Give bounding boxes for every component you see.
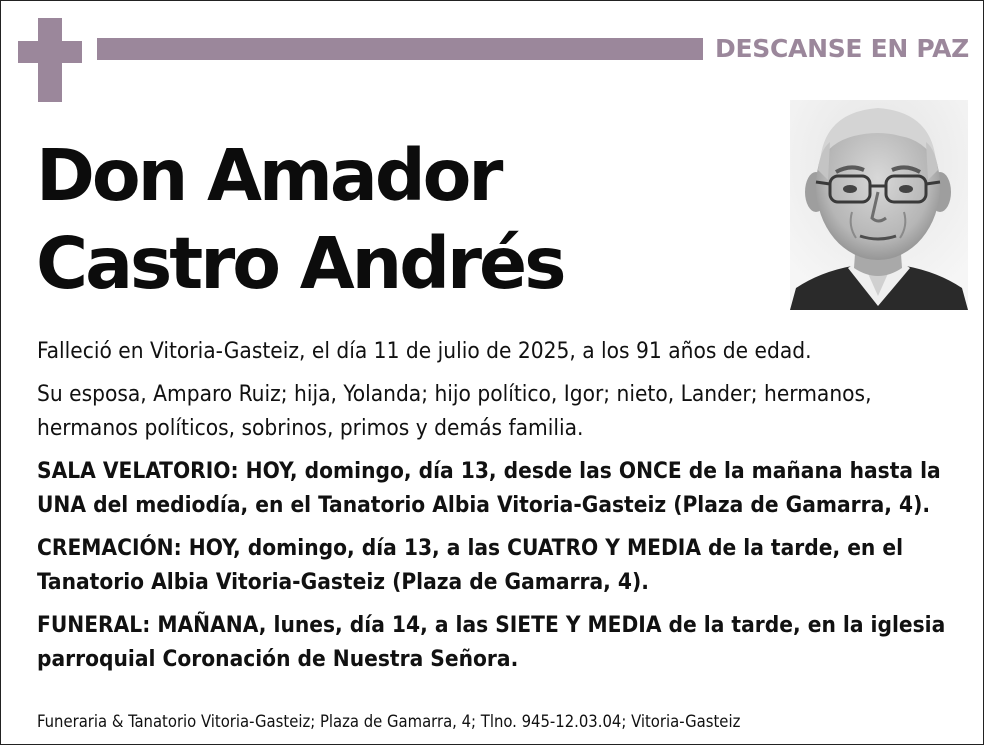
family-text: Su esposa, Amparo Ruiz; hija, Yolanda; hijo político, Igor; nieto, Lander; hermanos, hermanos políticos, sobrinos, primos y demás familia.	[37, 381, 872, 441]
death-notice-text: Falleció en Vitoria-Gasteiz, el día 11 de julio de 2025, a los 91 años de edad.	[37, 338, 812, 364]
wake-text: SALA VELATORIO: HOY, domingo, día 13, desde las ONCE de la mañana hasta la UNA del mediodía, en el Tanatorio Albia Vitoria-Gasteiz (Plaza de Gamarra, 4).	[37, 458, 941, 518]
cremation-text: CREMACIÓN: HOY, domingo, día 13, a las CUATRO Y MEDIA de la tarde, en el Tanatorio Albia Vitoria-Gasteiz (Plaza de Gamarra, 4).	[37, 535, 904, 595]
notice-body	[37, 334, 955, 685]
funeral-home-footer: Funeraria & Tanatorio Vitoria-Gasteiz; Plaza de Gamarra, 4; Tlno. 945-12.03.04; Vitoria-Gasteiz	[37, 712, 741, 731]
funeral-text: FUNERAL: MAÑANA, lunes, día 14, a las SIETE Y MEDIA de la tarde, en la iglesia parroquial Coronación de Nuestra Señora.	[37, 612, 946, 672]
deceased-name	[36, 132, 563, 308]
deceased-name-line1: Don Amador	[36, 134, 501, 217]
rest-in-peace-banner: DESCANSE EN PAZ	[715, 34, 969, 63]
header-rule	[97, 38, 703, 60]
portrait-photo	[790, 100, 968, 310]
cross-icon-horizontal	[18, 41, 82, 63]
portrait-illustration	[790, 100, 968, 310]
deceased-name-line2: Castro Andrés	[36, 222, 564, 305]
